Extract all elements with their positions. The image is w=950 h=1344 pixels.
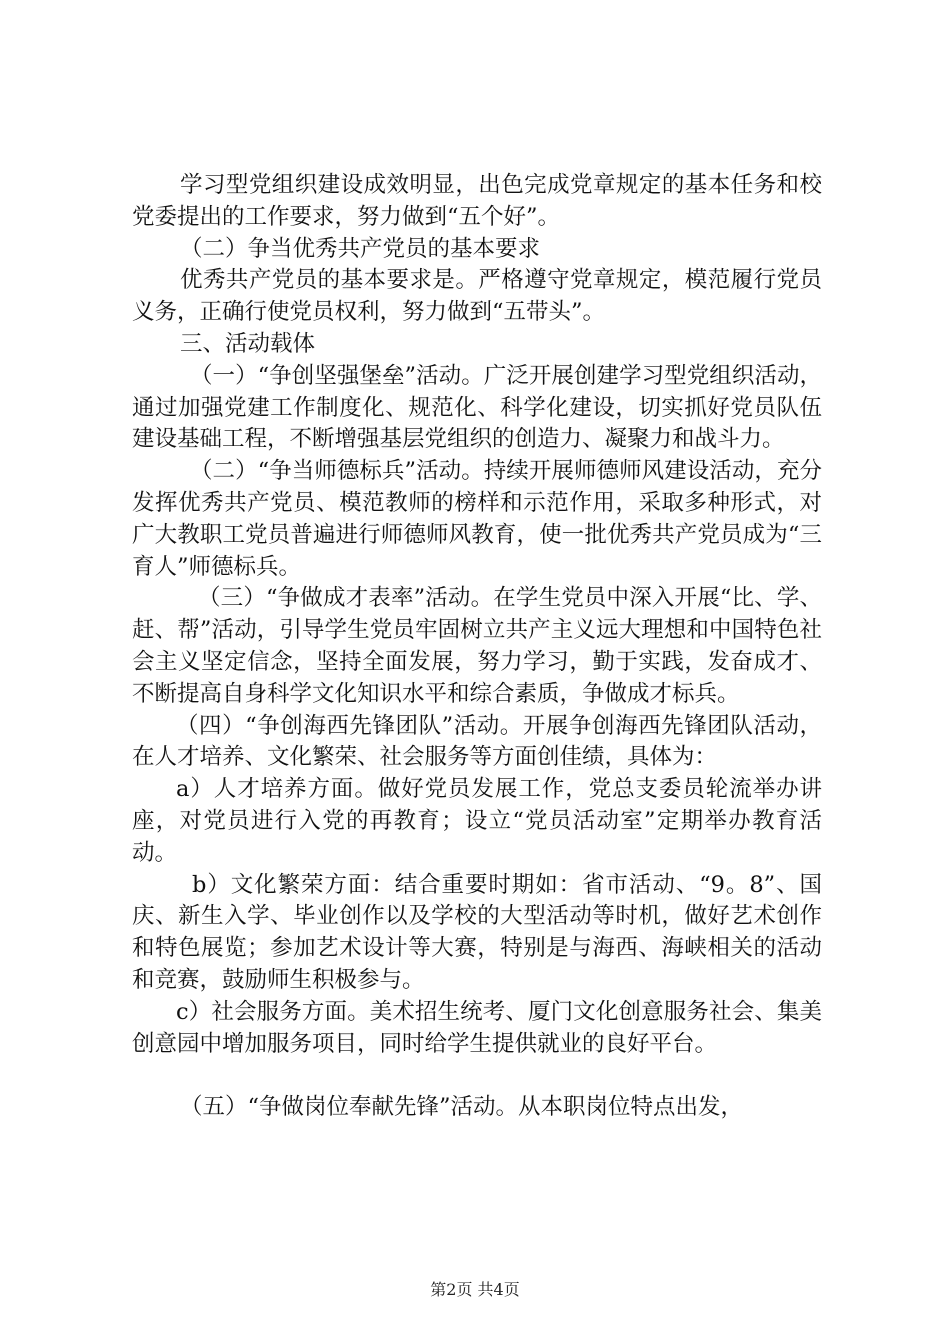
body-paragraph: （二）“争当师德标兵”活动。持续开展师德师风建设活动，充分发挥优秀共产党员、模范教师的榜样和示范作用，采取多种形式，对广大教职工党员普遍进行师德师风教育，使一批优秀共产党员成为“三育人”师德标兵。 bbox=[132, 458, 822, 580]
body-paragraph: a）人才培养方面。做好党员发展工作，党总支委员轮流举办讲座，对党员进行入党的再教育；设立“党员活动室”定期举办教育活动。 bbox=[132, 776, 822, 866]
body-paragraph: （四）“争创海西先锋团队”活动。开展争创海西先锋团队活动，在人才培养、文化繁荣、社会服务等方面创佳绩，具体为： bbox=[132, 712, 822, 771]
body-paragraph: （三）“争做成才表率”活动。在学生党员中深入开展“比、学、赶、帮”活动，引导学生党员牢固树立共产主义远大理想和中国特色社会主义坚定信念，坚持全面发展，努力学习，勤于实践，发奋成才、不断提高自身科学文化知识水平和综合素质，争做成才标兵。 bbox=[132, 585, 822, 707]
body-paragraph: 优秀共产党员的基本要求是。严格遵守党章规定，模范履行党员义务，正确行使党员权利，努力做到“五带头”。 bbox=[132, 267, 822, 326]
body-paragraph: （一）“争创坚强堡垒”活动。广泛开展创建学习型党组织活动，通过加强党建工作制度化、规范化、科学化建设，切实抓好党员队伍建设基础工程，不断增强基层党组织的创造力、凝聚力和战斗力。 bbox=[132, 362, 822, 453]
body-paragraph: （二）争当优秀共产党员的基本要求 bbox=[180, 235, 541, 262]
body-paragraph: c）社会服务方面。美术招生统考、厦门文化创意服务社会、集美创意园中增加服务项目，同时给学生提供就业的良好平台。 bbox=[132, 998, 822, 1057]
body-paragraph: b）文化繁荣方面：结合重要时期如：省市活动、“9。8”、国庆、新生入学、毕业创作以及学校的大型活动等时机，做好艺术创作和特色展览；参加艺术设计等大赛，特别是与海西、海峡相关的活动和竞赛，鼓励师生积极参与。 bbox=[132, 871, 822, 993]
body-paragraph: 学习型党组织建设成效明显，出色完成党章规定的基本任务和校党委提出的工作要求，努力做到“五个好”。 bbox=[132, 172, 822, 230]
document-body bbox=[132, 170, 822, 1124]
body-paragraph: 三、活动载体 bbox=[180, 330, 316, 357]
page-number-footer: 第2页 共4页 bbox=[430, 1280, 520, 1299]
body-paragraph: （五）“争做岗位奉献先锋”活动。从本职岗位特点出发， bbox=[180, 1094, 744, 1121]
